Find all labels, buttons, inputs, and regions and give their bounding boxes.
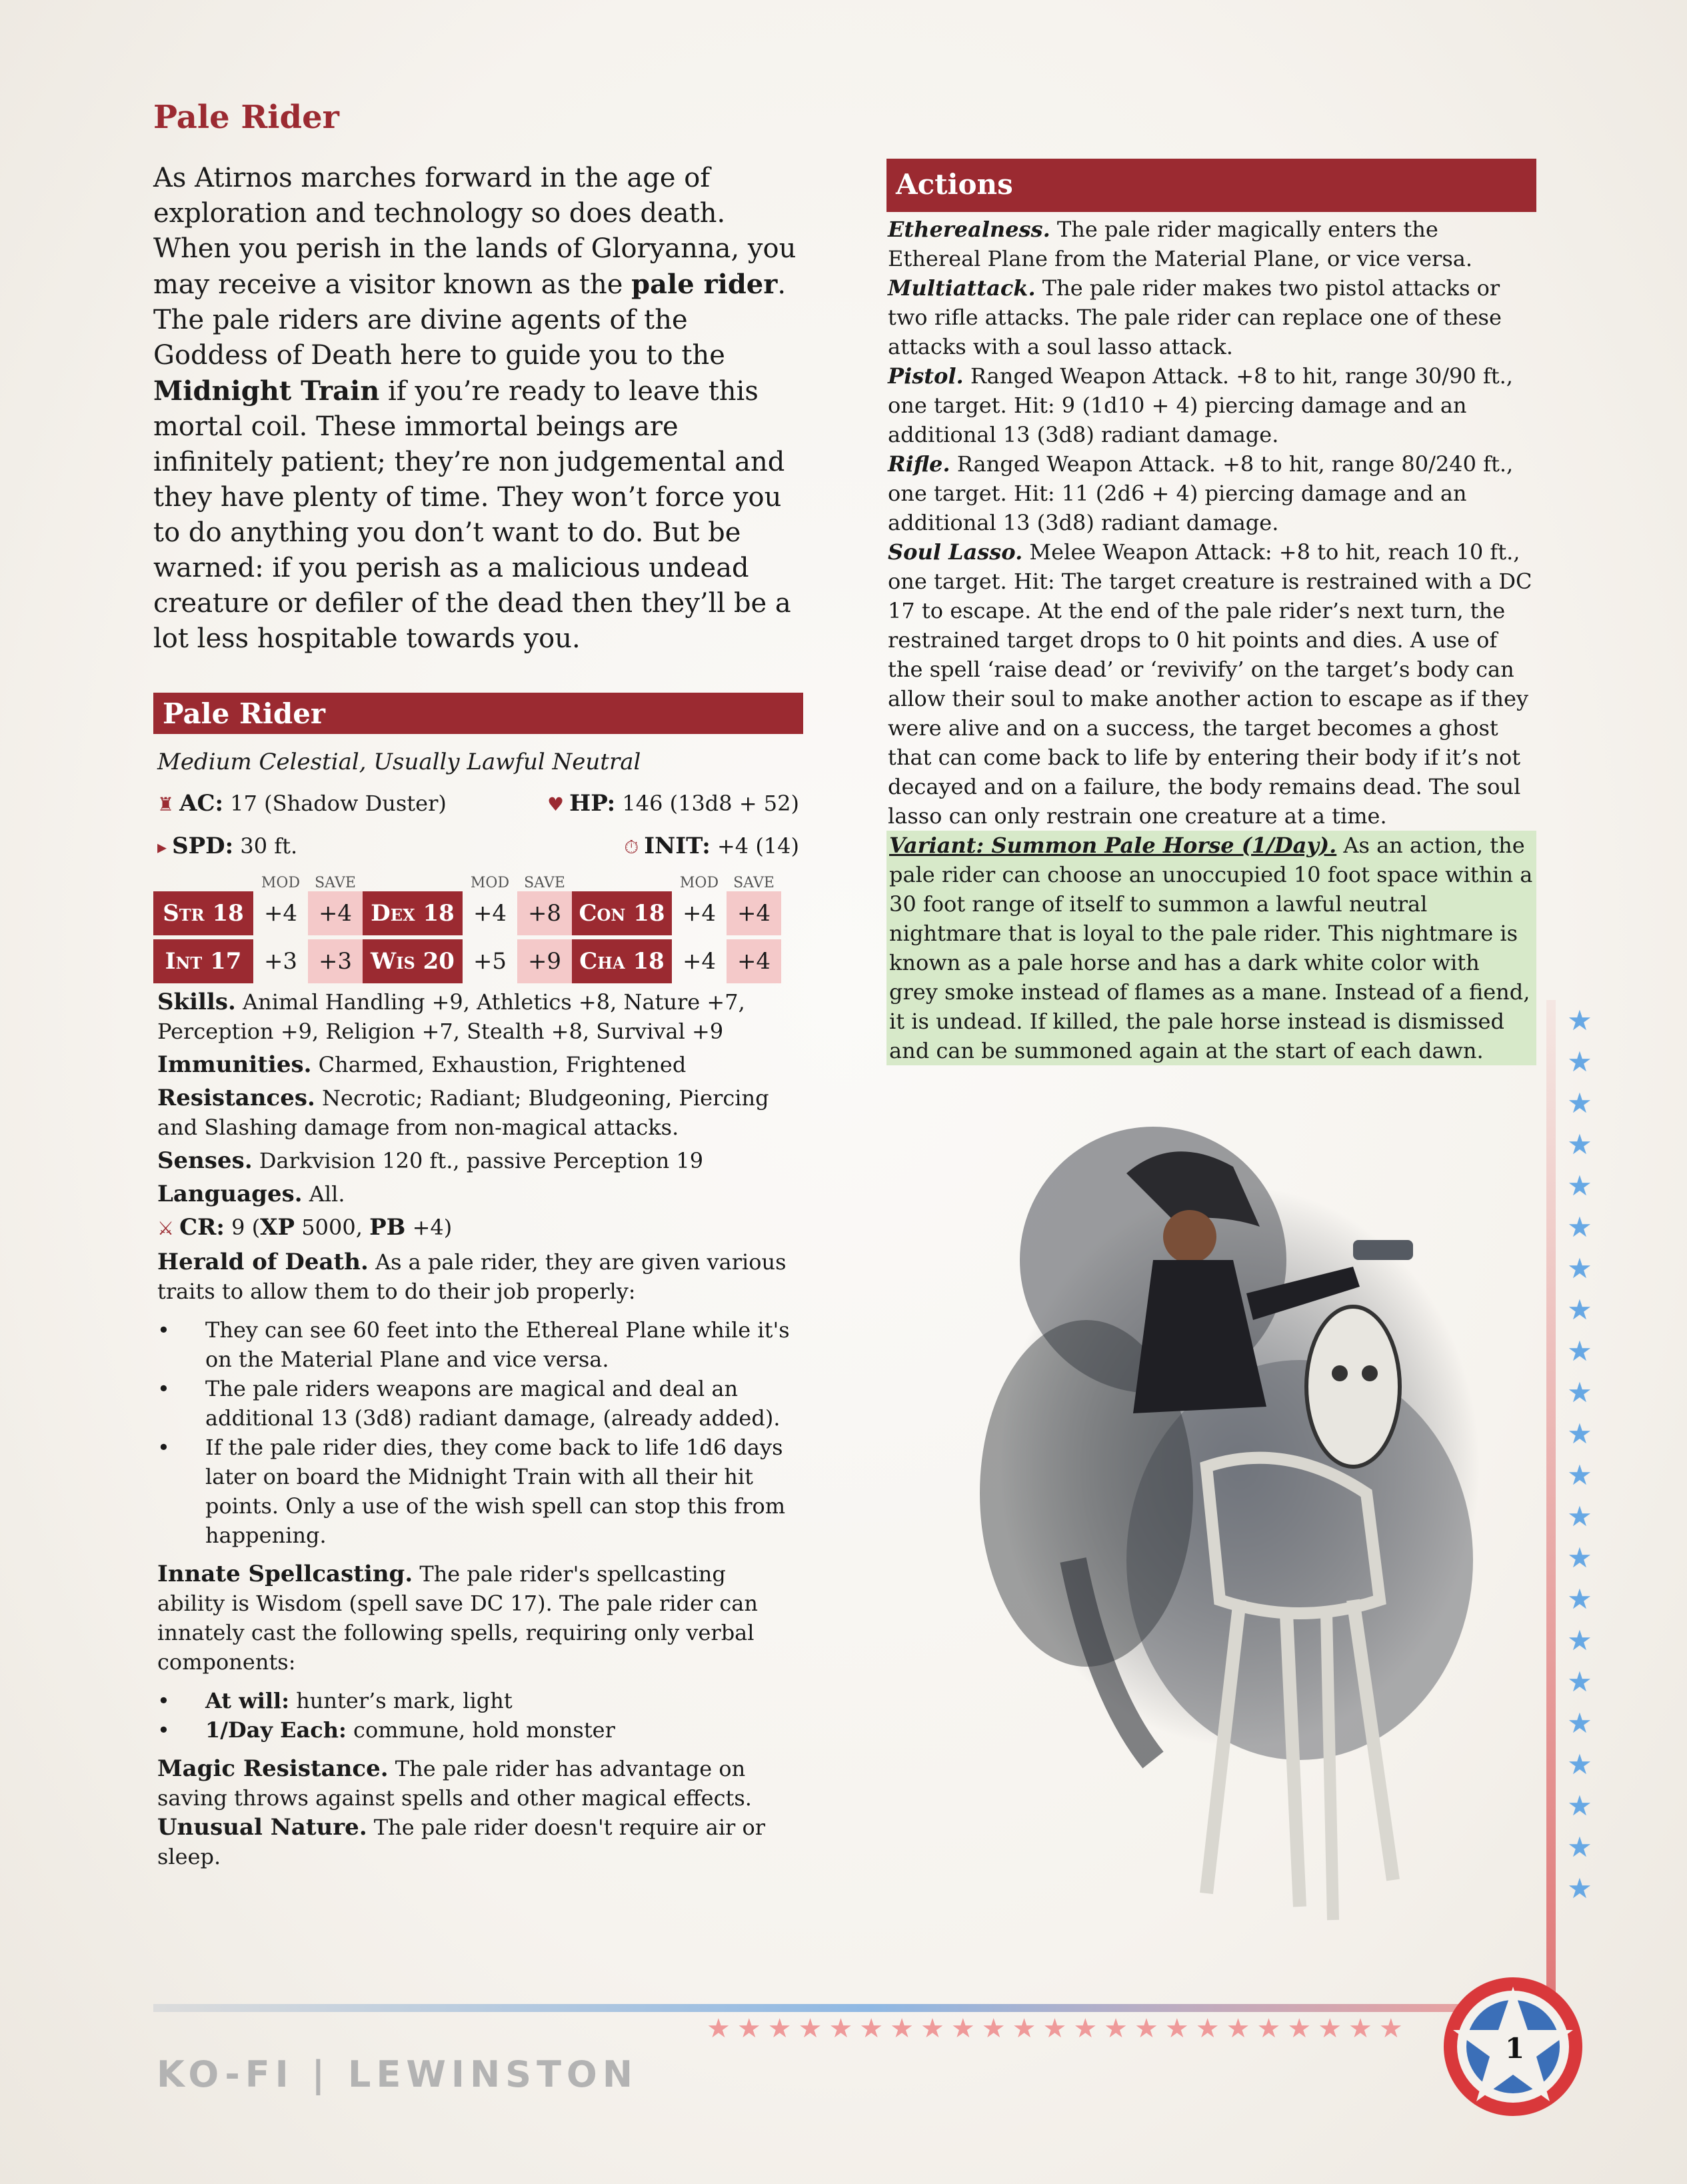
ability-save: +4: [308, 891, 363, 935]
variant-summon-pale-horse: [886, 831, 1536, 1065]
ac-label: AC:: [179, 789, 224, 817]
action-rifle: [886, 449, 1536, 537]
action-soul-lasso: [886, 537, 1536, 831]
hp-value: 146 (13d8 + 52): [622, 790, 799, 816]
magic-resistance-label: Magic Resistance.: [157, 1755, 389, 1782]
skills-label: Skills.: [157, 988, 236, 1015]
list-item: • They can see 60 feet into the Ethereal Plane while it's on the Material Plane and vice versa.: [153, 1315, 803, 1374]
intro-bold-pale-rider: pale rider: [631, 268, 778, 300]
spellcasting-text: The pale rider's spellcasting ability is Wisdom (spell save DC 17). The pale rider can innately cast the following spells, requiring only verbal components:: [157, 1561, 758, 1675]
challenge-rating: [157, 1213, 799, 1243]
ability-mod: +3: [263, 947, 298, 975]
list-item: [153, 1715, 803, 1745]
intro-bold-midnight-train: Midnight Train: [153, 375, 380, 407]
ability-row-1: [153, 891, 803, 935]
xp-label: XP: [260, 1213, 295, 1241]
ability-str: [153, 891, 253, 935]
creature-type: Medium Celestial, Usually Lawful Neutral: [157, 748, 641, 775]
ability-name: Wis: [371, 947, 415, 975]
herald-label: Herald of Death.: [157, 1248, 369, 1275]
pale-rider-illustration: [953, 1093, 1553, 1980]
stopwatch-icon: ⏱: [624, 835, 639, 858]
list-item: • If the pale rider dies, they come back to life 1d6 days later on board the Midnight Train with all their hit points. Only a use of the wish spell can stop this from happening.: [153, 1433, 803, 1550]
save-header: SAVE: [733, 874, 775, 891]
variant-text: As an action, the pale rider can choose an unoccupied 10 foot space within a 30 foot range of itself to summon a lawful neutral nightmare that is loyal to the pale rider. This nightmare is known as a pale horse and has a dark white color with grey smoke instead of flames as a mane. Instead of a fiend, it is undead. If killed, the pale horse instead is dismissed and can be summoned again at the start of each dawn.: [889, 833, 1533, 1063]
ability-mod: +4: [682, 899, 717, 927]
ability-mod: +4: [682, 947, 717, 975]
action-name: Multiattack.: [888, 275, 1036, 301]
mod-header: MOD: [261, 874, 301, 891]
speed: [157, 833, 297, 859]
ability-mod: +4: [263, 899, 298, 927]
mod-header: MOD: [470, 874, 510, 891]
spd-label: SPD:: [172, 832, 234, 859]
senses-text: Darkvision 120 ft., passive Perception 19: [259, 1147, 704, 1173]
action-pistol: [886, 361, 1536, 449]
ability-save: +3: [308, 939, 363, 983]
immunities: [157, 1050, 799, 1079]
hit-points: [547, 790, 799, 817]
herald-of-death: [157, 1247, 799, 1306]
intro-text-2: . The pale riders are divine agents of the Goddess of Death here to guide you to the: [153, 269, 787, 371]
skills: [157, 987, 799, 1046]
intro-text-3: if you’re ready to leave this mortal coil. These immortal beings are infinitely patient; they’re non judgemental and they have plenty of time. They won’t force you to do anything you don’t want to do. But be warned: if you perish as a malicious undead creature or defiler of the dead then they’ll be a lot less hospitable towards you.: [153, 375, 791, 654]
ability-save: +8: [517, 891, 572, 935]
ability-row-2: [153, 939, 803, 983]
languages: [157, 1179, 799, 1209]
ability-save: +4: [727, 939, 781, 983]
ability-score: 18: [212, 899, 244, 927]
pb-label: PB: [369, 1213, 406, 1241]
action-name: Rifle.: [888, 451, 950, 477]
ac-value: 17 (Shadow Duster): [230, 790, 447, 816]
play-arrow-icon: ▸: [157, 835, 167, 858]
immunities-label: Immunities.: [157, 1051, 312, 1078]
action-text: The pale rider magically enters the Ethereal Plane from the Material Plane, or vice versa.: [888, 217, 1472, 271]
ability-header: [153, 867, 803, 891]
ability-con: [572, 891, 672, 935]
cr-value: 9 (: [231, 1214, 261, 1240]
action-etherealness: [886, 215, 1536, 273]
heart-icon: ♥: [547, 793, 565, 815]
ability-score: 17: [210, 947, 242, 975]
resistances-label: Resistances.: [157, 1084, 315, 1111]
footer-stars-decoration: ★★★★★★★★★★★★★★★★★★★★★★★: [707, 2013, 1410, 2044]
spellcasting-label: Innate Spellcasting.: [157, 1560, 413, 1587]
save-header: SAVE: [315, 874, 356, 891]
action-multiattack: [886, 273, 1536, 361]
at-will-spells: hunter’s mark, light: [296, 1687, 513, 1713]
magic-resistance-text: The pale rider has advantage on saving throws against spells and other magical effects.: [157, 1755, 752, 1811]
languages-label: Languages.: [157, 1180, 303, 1207]
footer-credit: KO-FI | LEWINSTON: [157, 2053, 639, 2095]
ability-mod: +5: [473, 947, 507, 975]
armor-class: [157, 790, 447, 817]
unusual-nature: [157, 1813, 799, 1871]
left-column: [153, 100, 803, 1875]
spd-value: 30 ft.: [240, 833, 298, 859]
ability-cha: [572, 939, 672, 983]
action-text: Melee Weapon Attack: +8 to hit, reach 10 ft., one target. Hit: The target creature is restrained with a DC 17 to escape. At the end of the pale rider’s next turn, the restrained target drops to 0 hit points and dies. A use of the spell ‘raise dead’ or ‘revivify’ on the target’s body can allow their soul to make another action to escape as if they were alive and on a success, the target becomes a ghost that can come back to life by entering their body if it’s not decayed and on a failure, the body remains dead. The soul lasso can only restrain one creature at a time.: [888, 539, 1532, 829]
action-text: The pale rider makes two pistol attacks or two rifle attacks. The pale rider can replace one of these attacks with a soul lasso attack.: [888, 275, 1502, 359]
ability-save: +9: [517, 939, 572, 983]
ability-name: Str: [163, 899, 205, 927]
at-will-label: At will:: [205, 1687, 290, 1713]
ability-save: +4: [727, 891, 781, 935]
spell-list: [153, 1686, 803, 1745]
right-column: [886, 159, 1536, 1065]
ability-score: 20: [423, 947, 455, 975]
ability-dex: [363, 891, 463, 935]
unusual-nature-text: The pale rider doesn't require air or sleep.: [157, 1814, 766, 1869]
page-number: 1: [1505, 2032, 1525, 2065]
ac-hp-line: [157, 782, 799, 825]
shield-icon: ♜: [157, 793, 175, 815]
herald-bullets: [153, 1315, 803, 1550]
page-title: Pale Rider: [153, 99, 339, 136]
magic-resistance: [157, 1754, 799, 1813]
one-day-label: 1/Day Each:: [205, 1717, 347, 1743]
ability-score: 18: [423, 899, 455, 927]
side-stars-decoration: ★ ★ ★ ★ ★ ★ ★ ★ ★ ★ ★ ★ ★ ★ ★ ★ ★ ★ ★ ★ ★ ★: [1567, 1004, 1592, 1905]
action-name: Pistol.: [888, 363, 964, 389]
init-value: +4 (14): [717, 833, 799, 859]
senses-label: Senses.: [157, 1147, 253, 1174]
languages-text: All.: [309, 1181, 345, 1207]
save-header: SAVE: [524, 874, 565, 891]
ability-score: 18: [633, 899, 665, 927]
spd-init-line: [157, 825, 799, 867]
ability-name: Dex: [371, 899, 415, 927]
crossed-swords-icon: ⚔: [157, 1217, 175, 1239]
xp-value: 5000,: [295, 1214, 370, 1240]
ability-name: Cha: [579, 947, 625, 975]
statblock-header: Pale Rider: [153, 693, 803, 734]
herald-text: As a pale rider, they are given various traits to allow them to do their job properly:: [157, 1249, 787, 1304]
action-name: Soul Lasso.: [888, 539, 1023, 565]
ability-name: Int: [165, 947, 203, 975]
hp-label: HP:: [569, 789, 616, 817]
cr-label: CR:: [179, 1213, 225, 1241]
mod-header: MOD: [679, 874, 719, 891]
resistances-text: Necrotic; Radiant; Bludgeoning, Piercing and Slashing damage from non-magical attacks.: [157, 1085, 769, 1140]
resistances: [157, 1083, 799, 1142]
skills-text: Animal Handling +9, Athletics +8, Nature +7, Perception +9, Religion +7, Stealth +8, Survival +9: [157, 989, 745, 1044]
list-item: [153, 1686, 803, 1715]
senses: [157, 1146, 799, 1175]
ability-score: 18: [633, 947, 665, 975]
one-day-spells: commune, hold monster: [353, 1717, 615, 1743]
intro-paragraph: [153, 161, 803, 657]
innate-spellcasting: [157, 1559, 799, 1677]
initiative: [624, 833, 799, 859]
pb-value: +4): [405, 1214, 453, 1240]
ability-mod: +4: [473, 899, 507, 927]
action-name: Etherealness.: [888, 217, 1050, 242]
unusual-nature-label: Unusual Nature.: [157, 1813, 367, 1841]
variant-name: Variant: Summon Pale Horse (1/Day).: [889, 833, 1337, 858]
list-item: • The pale riders weapons are magical and deal an additional 13 (3d8) radiant damage, (already added).: [153, 1374, 803, 1433]
ability-wis: [363, 939, 463, 983]
init-label: INIT:: [644, 832, 711, 859]
action-text: Ranged Weapon Attack. +8 to hit, range 80/240 ft., one target. Hit: 11 (2d6 + 4) piercing damage and an additional 13 (3d8) radiant damage.: [888, 451, 1514, 535]
ability-int: [153, 939, 253, 983]
intro-text-1: As Atirnos marches forward in the age of exploration and technology so does death. When you perish in the lands of Gloryanna, you may receive a visitor known as the: [153, 162, 797, 300]
footer-divider: [153, 2004, 1460, 2012]
immunities-text: Charmed, Exhaustion, Frightened: [318, 1051, 687, 1077]
actions-header: Actions: [886, 159, 1536, 212]
action-text: Ranged Weapon Attack. +8 to hit, range 30/90 ft., one target. Hit: 9 (1d10 + 4) piercing damage and an additional 13 (3d8) radiant damage.: [888, 363, 1513, 447]
ability-name: Con: [579, 899, 626, 927]
side-stripe: [1546, 1000, 1556, 2013]
